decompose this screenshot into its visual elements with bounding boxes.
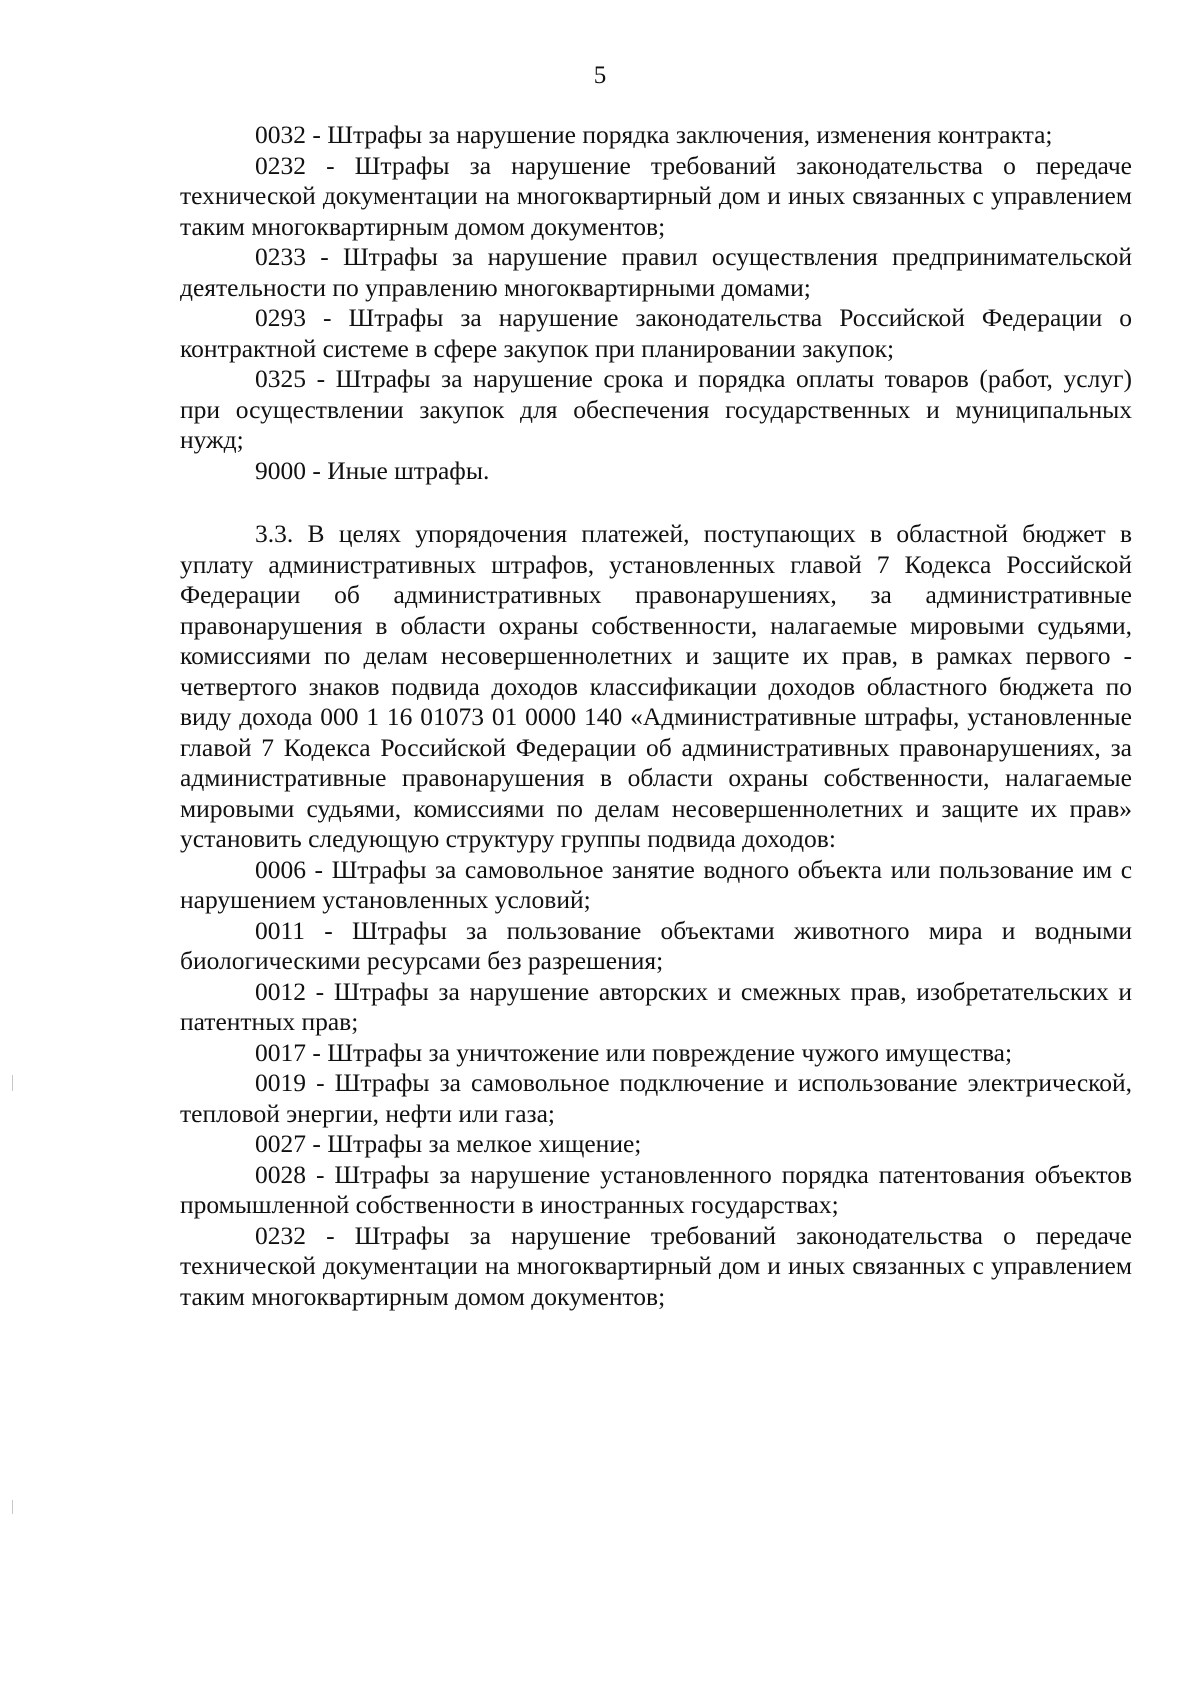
- list-item: [180, 1160, 1132, 1221]
- list-item: [180, 977, 1132, 1038]
- item-separator: -: [326, 150, 335, 180]
- item-separator: -: [320, 242, 329, 271]
- item-separator: -: [322, 303, 332, 332]
- section-number: 3.3.: [255, 519, 294, 548]
- item-code: 0011: [255, 915, 306, 945]
- list-item: [180, 1038, 1132, 1069]
- section-paragraph: [180, 519, 1132, 855]
- item-code: 0032: [255, 120, 306, 149]
- list-item: [180, 1221, 1132, 1313]
- item-text: Иные штрафы.: [327, 455, 490, 485]
- item-separator: -: [324, 915, 333, 945]
- item-separator: -: [312, 1129, 321, 1158]
- item-separator: -: [316, 1068, 325, 1097]
- section-text: В целях упорядочения платежей, поступающих в областной бюджет в уплату административных штрафов, установленных главой 7 Кодекса Российской Федерации об административных правонарушениях, за административные правонарушения в области охраны собственности, налагаемые мировыми судьями, комиссиями по делам несовершеннолетних и защите их прав, в рамках первого - четвертого знаков подвида доходов классификации доходов областного бюджета по виду дохода 000 1 16 01073 01 0000 140 «Административные штрафы, установленные главой 7 Кодекса Российской Федерации об административных правонарушениях, за административные правонарушения в области охраны собственности, налагаемые мировыми судьями, комиссиями по делам несовершеннолетних и защите их прав» установить следующую структуру группы подвида доходов:: [180, 519, 1133, 853]
- list-item: [180, 456, 1132, 487]
- list-item: [180, 242, 1132, 303]
- scan-artifact: [12, 1075, 13, 1091]
- item-text: Штрафы за самовольное подключение и использование электрической, тепловой энергии, нефти или газа;: [180, 1068, 1133, 1128]
- item-text: Штрафы за мелкое хищение;: [327, 1129, 642, 1158]
- paragraph-gap: [180, 486, 1132, 519]
- item-text: Штрафы за нарушение правил осуществления предпринимательской деятельности по управлению многоквартирными домами;: [180, 242, 1133, 302]
- item-code: 0233: [255, 242, 306, 271]
- item-separator: -: [312, 120, 321, 149]
- item-code: 0019: [255, 1068, 306, 1097]
- list-item: [180, 1129, 1132, 1160]
- item-separator: -: [316, 364, 326, 393]
- item-code: 0232: [255, 150, 306, 180]
- list-item: [180, 364, 1132, 456]
- list-item: [180, 303, 1132, 364]
- page-number: 5: [593, 62, 607, 89]
- item-text: Штрафы за нарушение законодательства Российской Федерации о контрактной системе в сфере закупок при планировании закупок;: [180, 303, 1133, 363]
- item-text: Штрафы за уничтожение или повреждение чужого имущества;: [327, 1037, 1013, 1067]
- item-code: 0293: [255, 303, 306, 332]
- item-text: Штрафы за нарушение требований законодательства о передаче технической документации на многоквартирный дом и иных связанных с управлением таким многоквартирным домом документов;: [180, 1220, 1132, 1311]
- item-separator: -: [314, 854, 324, 884]
- item-code: 9000: [255, 455, 306, 485]
- item-text: Штрафы за пользование объектами животного мира и водными биологическими ресурсами без разрешения;: [180, 915, 1133, 975]
- item-separator: -: [312, 1037, 321, 1067]
- list-item: [180, 916, 1132, 977]
- item-code: 0325: [255, 364, 306, 393]
- list-item: [180, 120, 1132, 151]
- item-code: 0028: [255, 1159, 306, 1189]
- list-item: [180, 1068, 1132, 1129]
- item-code: 0027: [255, 1129, 306, 1158]
- item-text: Штрафы за нарушение авторских и смежных прав, изобретательских и патентных прав;: [180, 976, 1133, 1036]
- item-text: Штрафы за нарушение требований законодательства о передаче технической документации на многоквартирный дом и иных связанных с управлением таким многоквартирным домом документов;: [180, 150, 1132, 241]
- item-text: Штрафы за самовольное занятие водного объекта или пользование им с нарушением установленных условий;: [180, 854, 1133, 914]
- document-body: [180, 120, 1132, 1312]
- item-text: Штрафы за нарушение срока и порядка оплаты товаров (работ, услуг) при осуществлении закупок для обеспечения государственных и муниципальных нужд;: [180, 364, 1132, 454]
- list-item: [180, 151, 1132, 243]
- item-separator: -: [315, 976, 325, 1006]
- item-separator: -: [326, 1220, 335, 1250]
- scan-artifact: [12, 1500, 13, 1514]
- item-separator: -: [315, 1159, 325, 1189]
- item-code: 0006: [255, 854, 306, 884]
- item-text: Штрафы за нарушение порядка заключения, изменения контракта;: [327, 120, 1053, 149]
- item-text: Штрафы за нарушение установленного порядка патентования объектов промышленной собственности в иностранных государствах;: [180, 1159, 1132, 1219]
- item-code: 0017: [255, 1037, 306, 1067]
- item-code: 0012: [255, 976, 306, 1006]
- list-item: [180, 855, 1132, 916]
- item-separator: -: [312, 455, 321, 485]
- item-code: 0232: [255, 1220, 306, 1250]
